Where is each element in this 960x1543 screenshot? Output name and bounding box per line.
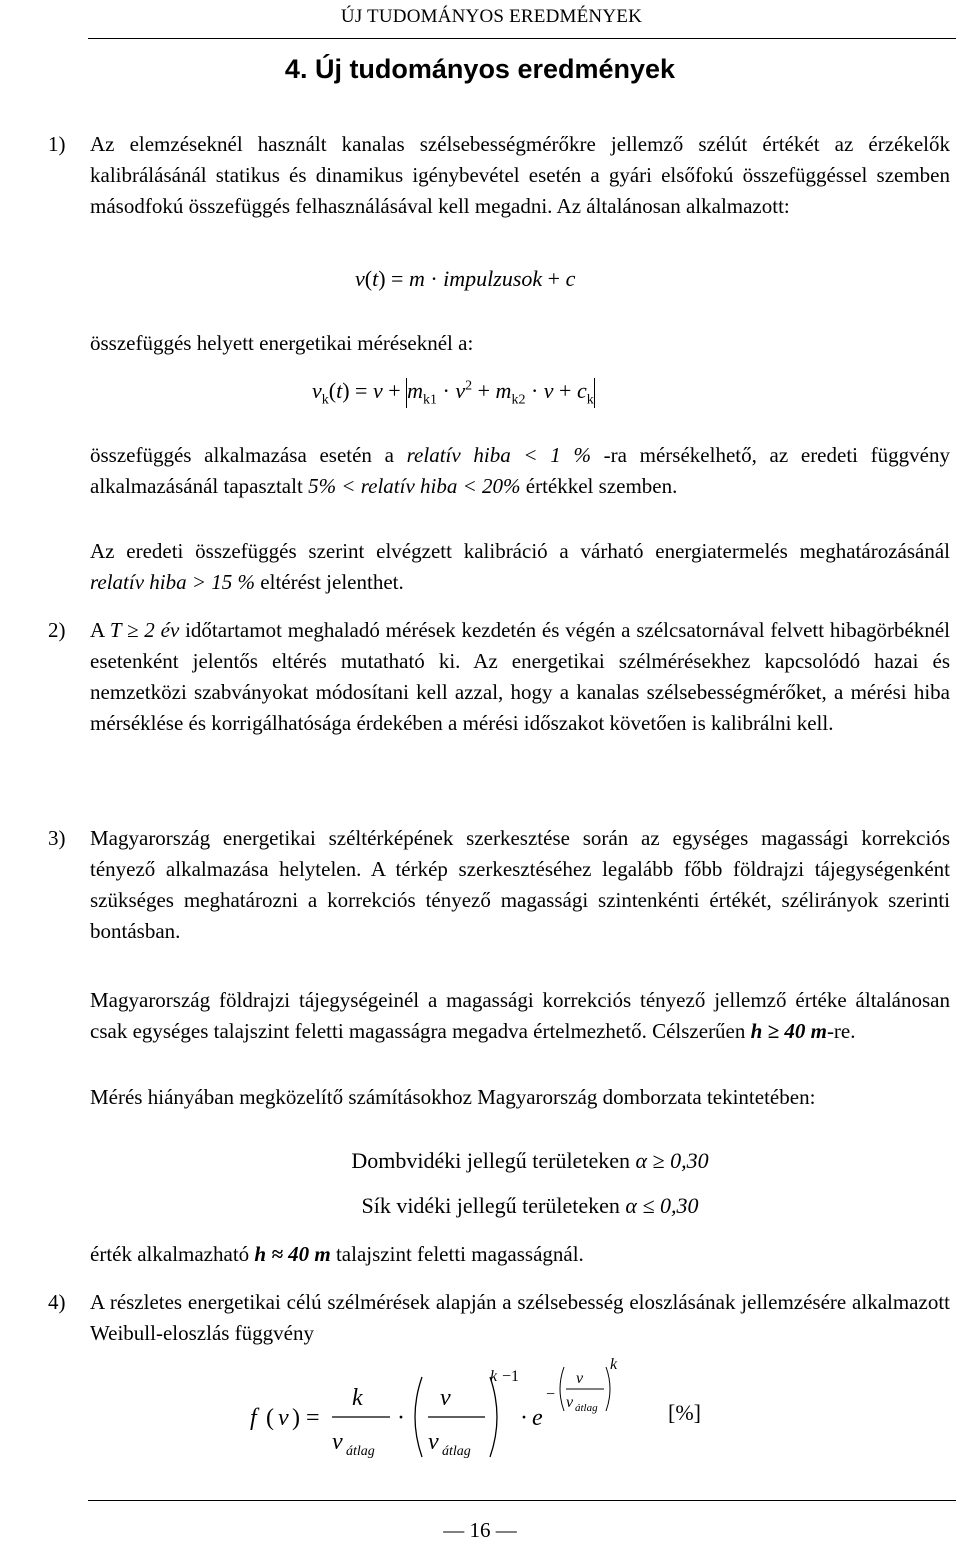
svg-text:v: v (332, 1429, 343, 1455)
item3-paragraph-1: Magyarország energetikai széltérképének szerkesztése során az egységes magassági korrekciós tényező alkalmazása helytelen. A térkép szerkesztéséhez legalább főbb földrajzi tájegységenként szükséges meghatározni a korrekciós tényező magassági szintenkénti értékét, szélirányok szerinti bontásban. (90, 826, 950, 943)
svg-text:k: k (352, 1385, 363, 1411)
svg-text:v: v (278, 1405, 289, 1431)
item1-paragraph-4: Az eredeti összefüggés szerint elvégzett kalibráció a várható energiatermelés meghatározásánál relatív hiba > 15 % eltérést jelenthet. (90, 539, 950, 594)
item1-paragraph-3: összefüggés alkalmazása esetén a relatív hiba < 1 % -ra mérsékelhető, az eredeti függvény alkalmazásánál tapasztalt 5% < relatív hiba < 20% értékkel szemben. (90, 443, 950, 498)
chapter-title: 4. Új tudományos eredmények (284, 54, 676, 84)
running-head: ÚJ TUDOMÁNYOS EREDMÉNYEK (340, 6, 642, 27)
svg-text:v: v (576, 1370, 584, 1387)
item1-paragraph-1: Az elemzéseknél használt kanalas szélsebességmérőkre jellemző szélút értékét az érzékelők kalibrálásánál statikus és dinamikus igénybevétel esetén a gyári elsőfokú összefüggéssel szemben másodfokú összefüggés felhasználásával kell megadni. Az általánosan alkalmazott: (90, 132, 950, 218)
svg-text:−1: −1 (502, 1368, 520, 1385)
svg-text:f: f (250, 1405, 257, 1431)
item4-paragraph: A részletes energetikai célú szélmérések alapján a szélsebesség eloszlásának jellemzésére alkalmazott Weibull-eloszlás függvény (90, 1290, 950, 1345)
inequality-hilly-regions: Dombvidéki jellegű területeken α ≥ 0,30 (351, 1148, 709, 1173)
inequality-flat-regions: Sík vidéki jellegű területeken α ≤ 0,30 (361, 1193, 699, 1218)
svg-text:·: · (397, 1405, 405, 1431)
item-number-3: 3) (48, 826, 66, 850)
svg-text:(: ( (266, 1405, 274, 1431)
item-number-2: 2) (48, 618, 66, 642)
header-rule (88, 38, 956, 39)
item1-paragraph-2: összefüggés helyett energetikai méréseknél a: (90, 331, 474, 355)
footer-rule (88, 1500, 956, 1501)
svg-text:e: e (532, 1405, 543, 1431)
svg-text:v: v (566, 1394, 574, 1411)
equation-linear-calibration: v(t) = m · impulzusok + c (355, 266, 576, 291)
svg-text:átlag: átlag (575, 1402, 598, 1414)
equation-quadratic-calibration: $v_k(t) = v + m_{k1} \cdot v^2 + m_{k2} \cdot v + c_k$ (312, 378, 594, 408)
svg-text:) =: ) = (292, 1405, 320, 1431)
unit-percent: [%] (668, 1400, 701, 1425)
item2-paragraph: A T ≥ 2 év időtartamot meghaladó mérések kezdetén és végén a szélcsatornával felvett hibagörbéknél esetenként jelentős eltérés mutatható ki. Az energetikai szélmérésekhez kapcsolódó hazai és nemzetközi szabványokat módosítani kell azzal, hogy a kanalas szélsebességmérőket, a mérési hiba mérséklése és korrigálhatósága érdekében a mérési időszakot követően is kalibrálni kell. (90, 618, 950, 735)
svg-text:v: v (428, 1429, 439, 1455)
svg-text:k: k (610, 1356, 618, 1373)
item3-paragraph-2: Magyarország földrajzi tájegységeinél a magassági korrekciós tényező jellemző értéke általánosan csak egységes talajszint feletti magasságra megadva értelmezhető. Célszerűen h ≥ 40 m-re. (90, 988, 950, 1043)
item-number-4: 4) (48, 1290, 66, 1314)
item3-paragraph-3: Mérés hiányában megközelítő számításokhoz Magyarország domborzata tekintetében: (90, 1085, 816, 1109)
item-number-1: 1) (48, 132, 66, 156)
svg-text:k: k (490, 1368, 498, 1385)
svg-text:v: v (440, 1385, 451, 1411)
svg-text:átlag: átlag (442, 1444, 471, 1459)
svg-text:átlag: átlag (346, 1444, 375, 1459)
svg-text:·: · (520, 1405, 528, 1431)
svg-text:−: − (546, 1386, 556, 1403)
item3-paragraph-4: érték alkalmazható h ≈ 40 m talajszint feletti magasságnál. (90, 1242, 584, 1266)
page-number: — 16 — (443, 1518, 517, 1542)
weibull-formula (240, 1355, 800, 1475)
